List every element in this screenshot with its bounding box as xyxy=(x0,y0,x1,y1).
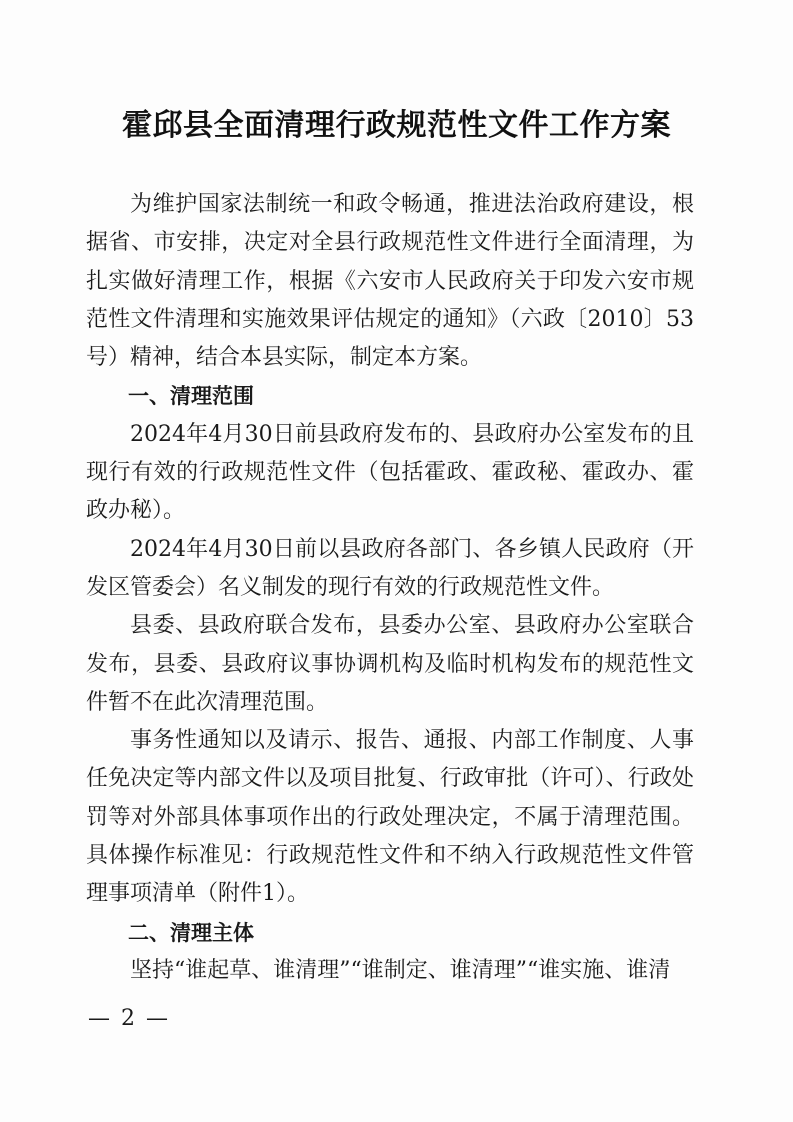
scope-paragraph-1: 2024年4月30日前县政府发布的、县政府办公室发布的且现行有效的行政规范性文件（包括霍政、霍政秘、霍政办、霍政办秘）。 xyxy=(86,421,694,524)
section-heading-subject: 二、清理主体 xyxy=(128,920,254,945)
section-heading-scope: 一、清理范围 xyxy=(128,384,254,409)
document-title: 霍邱县全面清理行政规范性文件工作方案 xyxy=(122,108,671,143)
scope-paragraph-3: 县委、县政府联合发布，县委办公室、县政府办公室联合发布，县委、县政府议事协调机构及临时机构发布的规范性文件暂不在此次清理范围。 xyxy=(86,613,694,715)
scope-paragraph-4: 事务性通知以及请示、报告、通报、内部工作制度、人事任免决定等内部文件以及项目批复、行政审批（许可）、行政处罚等对外部具体事项作出的行政处理决定，不属于清理范围。具体操作标准见：行政规范性文件和不纳入行政规范性文件管理事项清单（附件1）。 xyxy=(86,728,694,907)
scope-paragraph-2: 2024年4月30日前以县政府各部门、各乡镇人民政府（开发区管委会）名义制发的现行有效的行政规范性文件。 xyxy=(86,536,694,600)
page-number: — 2 — xyxy=(88,1006,170,1031)
subject-paragraph-1: 坚持“谁起草、谁清理”“谁制定、谁清理”“谁实施、谁清 xyxy=(130,957,671,983)
intro-paragraph: 为维护国家法制统一和政令畅通，推进法治政府建设，根据省、市安排，决定对全县行政规范性文件进行全面清理，为扎实做好清理工作，根据《六安市人民政府关于印发六安市规范性文件清理和实施效果评估规定的通知》（六政〔2010〕53号）精神，结合本县实际，制定本方案。 xyxy=(86,192,694,371)
document-body xyxy=(86,186,694,990)
